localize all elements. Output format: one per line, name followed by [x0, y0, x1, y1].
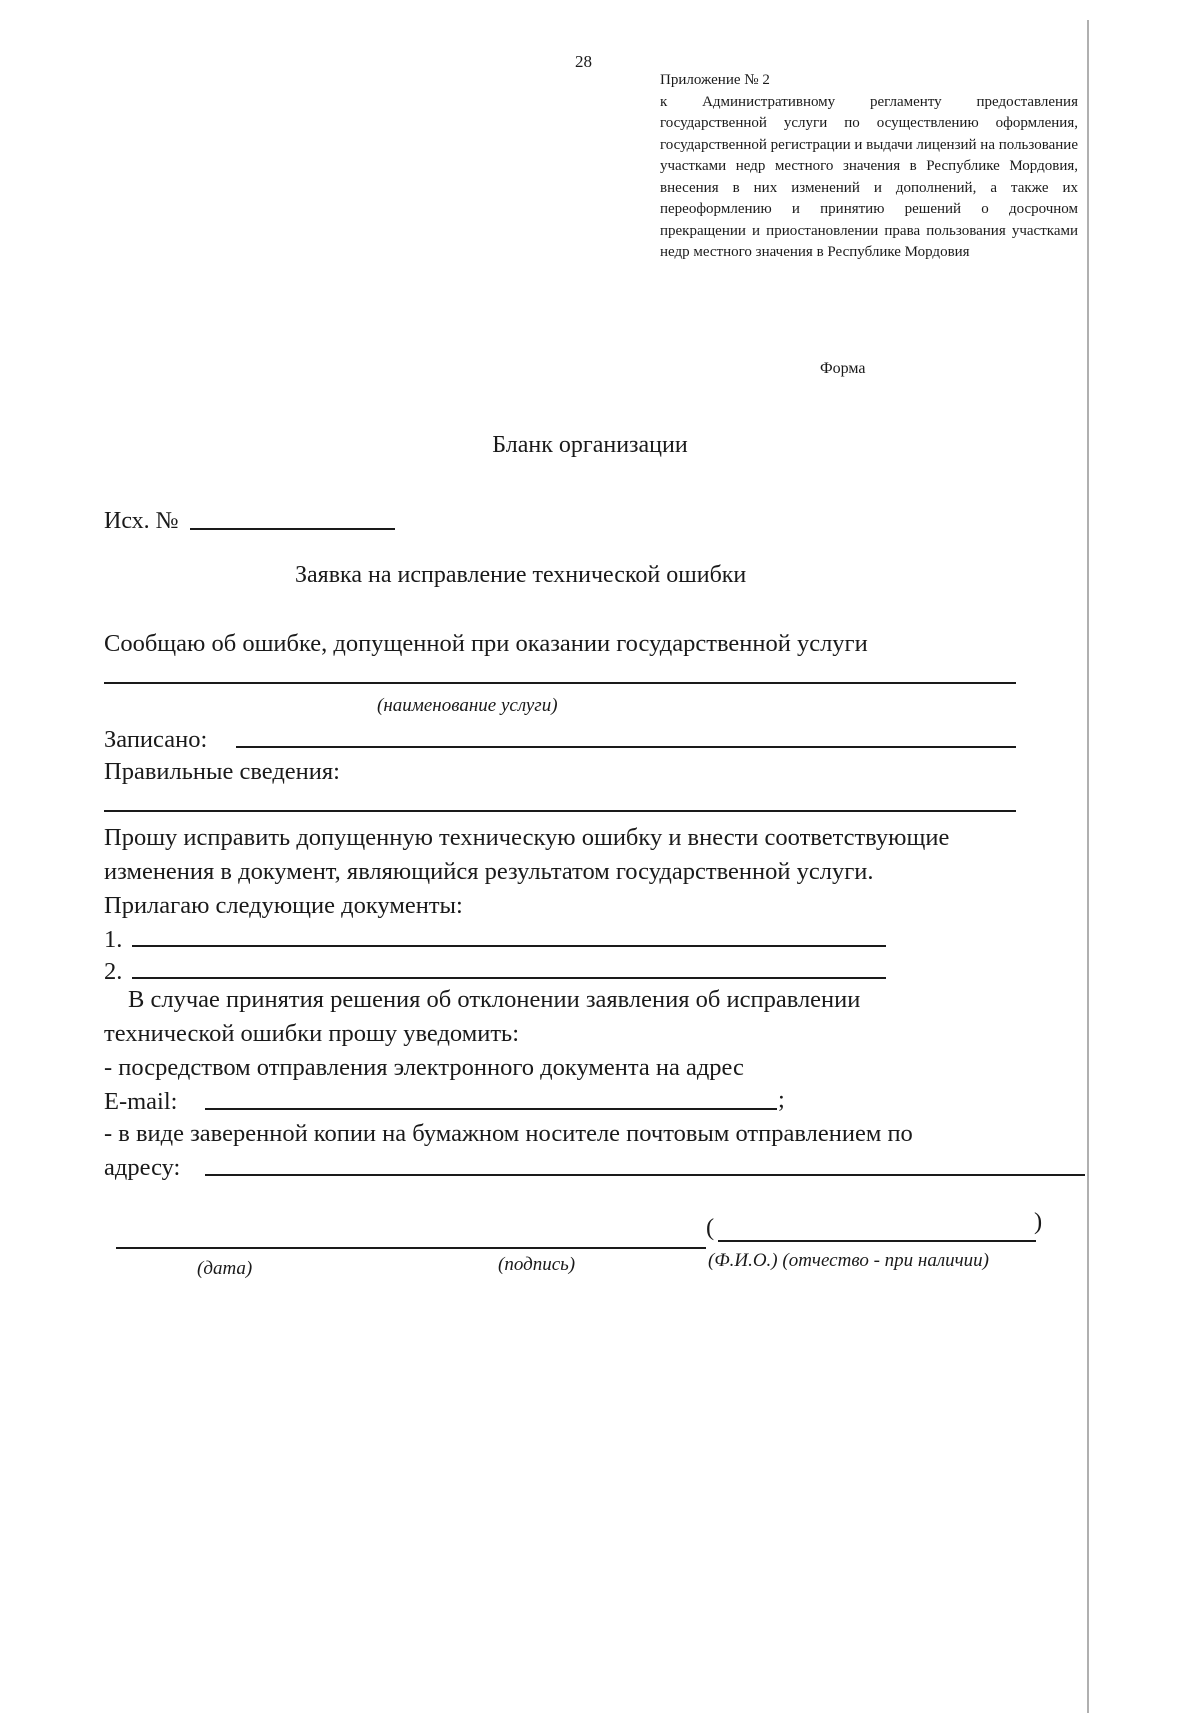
request-line-1: Прошу исправить допущенную техническую ошибку и внести соответствующие: [104, 824, 950, 851]
service-name-line: [104, 682, 1016, 684]
attachment-line-1: [132, 945, 886, 947]
recorded-label: Записано:: [104, 726, 208, 753]
name-paren-open: (: [706, 1214, 715, 1241]
page-edge: [1087, 20, 1089, 1713]
request-line-2: изменения в документ, являющийся результатом государственной услуги.: [104, 858, 874, 885]
appendix-body: к Административному регламенту предоставления государственной услуги по осуществлению оформления, государственной регистрации и выдачи лицензий на пользование участками недр местного значения в Республике Мордовия, внесения в них изменений и дополнений, а также их переоформлению и принятию решений о досрочном прекращении и приостановлении права пользования участками недр местного значения в Республике Мордовия: [660, 93, 1078, 260]
address-label: адресу:: [104, 1154, 181, 1181]
correct-info-line: [104, 810, 1016, 812]
outgoing-number-line: [190, 528, 395, 530]
document-title: Заявка на исправление технической ошибки: [295, 562, 747, 588]
page-number: 28: [575, 52, 592, 71]
option-email-text: - посредством отправления электронного документа на адрес: [104, 1054, 744, 1081]
correct-info-label: Правильные сведения:: [104, 758, 340, 785]
attachment-item-1: 1.: [104, 926, 123, 953]
caption-signature: (подпись): [498, 1254, 576, 1275]
attachments-label: Прилагаю следующие документы:: [104, 892, 463, 919]
caption-date: (дата): [197, 1258, 253, 1279]
name-paren-close: ): [1034, 1208, 1043, 1235]
email-line-end: ;: [778, 1086, 785, 1113]
date-signature-line: [116, 1247, 706, 1249]
form-label: Форма: [820, 360, 866, 377]
email-line: [205, 1108, 777, 1110]
notify-line-1: В случае принятия решения об отклонении заявления об исправлении: [128, 986, 861, 1013]
address-line: [205, 1174, 1085, 1176]
attachment-item-2: 2.: [104, 958, 123, 985]
attachment-line-2: [132, 977, 886, 979]
name-line: [718, 1240, 1036, 1242]
appendix-block: [660, 70, 1078, 264]
caption-name: (Ф.И.О.) (отчество - при наличии): [708, 1250, 990, 1271]
recorded-line: [236, 746, 1016, 748]
outgoing-number-label: Исх. №: [104, 508, 179, 534]
service-caption: (наименование услуги): [377, 695, 558, 716]
report-text: Сообщаю об ошибке, допущенной при оказании государственной услуги: [104, 630, 868, 657]
appendix-title: Приложение № 2: [660, 72, 770, 88]
notify-line-2: технической ошибки прошу уведомить:: [104, 1020, 520, 1047]
email-label: E-mail:: [104, 1088, 178, 1115]
option-post-text: - в виде заверенной копии на бумажном носителе почтовым отправлением по: [104, 1120, 913, 1147]
organization-blank: Бланк организации: [492, 432, 688, 458]
